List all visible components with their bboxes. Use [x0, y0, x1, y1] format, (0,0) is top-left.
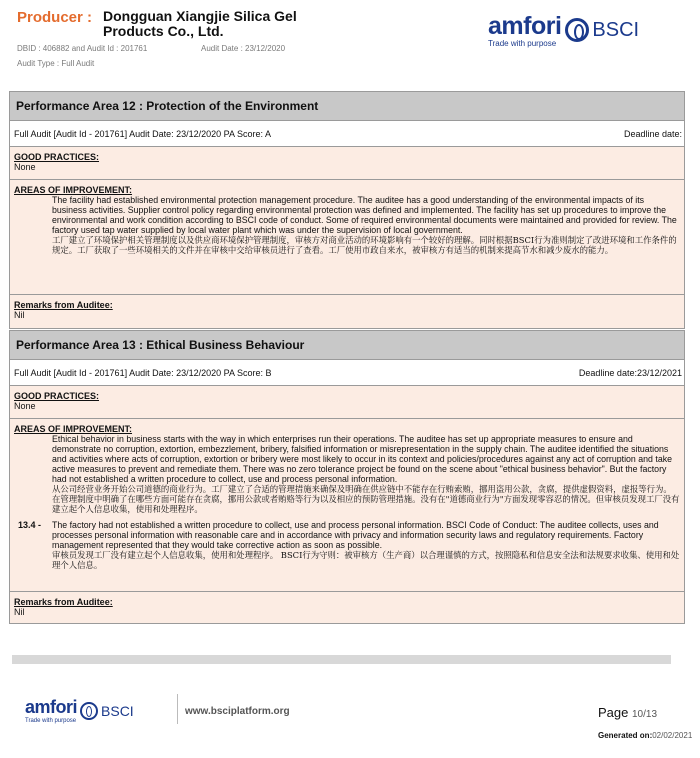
improvement-text-en: Ethical behavior in business starts with the way in which enterprises run their operations. The auditee has set up appropriate measures to ensure and demonstrate no corruption, extortion, embezzlement, bribery, falsified information or misrepresentation in the supply chain. The auditee identified the situations and activities where acts of corruption, extortion or bribery were most likely to occur in its context and policies/procedures against any act of corruption and take active measures to prevent and remediate them. There was no zero tolerance project be found on the scene about "ethical business behavior". But the factory had not established a written procedure to collect, use and process personal information.	[52, 434, 673, 484]
deadline-date: Deadline date:23/12/2021	[578, 368, 682, 378]
performance-area-12	[9, 91, 685, 329]
producer-name: Dongguan Xiangjie Silica Gel Products Co., Ltd.	[103, 8, 297, 39]
remarks-section	[10, 295, 684, 328]
page-value: 10/13	[632, 709, 658, 720]
page-number	[598, 705, 657, 720]
good-practices-section	[10, 147, 684, 180]
footer-logo-bsci: BSCI	[101, 702, 134, 719]
amfori-mark-icon	[80, 702, 98, 720]
remarks-text: Nil	[14, 310, 25, 320]
improvement-heading: AREAS OF IMPROVEMENT:	[14, 424, 133, 434]
audit-meta-row	[17, 44, 286, 53]
remarks-section	[10, 592, 684, 623]
producer-label: Producer :	[17, 9, 93, 26]
deadline-date: Deadline date:	[623, 129, 682, 139]
audit-date: Audit Date : 23/12/2020	[201, 44, 286, 53]
page-label: Page	[598, 705, 629, 720]
improvement-text-en: The facility had established environmental protection management procedure. The auditee has a good understanding of the environmental impacts of its business activities. Supplier control policy regarding environmental protection was defined and implemented. The facility has set up procedures to improve the environmental and work condition according to BSCI code of conduct. Some of required environmental documents were maintained and provided for review. The factory used tap water supplied by local water plant which was under the supervision of local government.	[52, 195, 677, 235]
generated-label: Generated on:	[598, 731, 653, 740]
generated-value: 02/02/2021	[652, 731, 693, 740]
footer-logo-tagline: Trade with purpose	[25, 718, 77, 724]
audit-line	[10, 121, 684, 147]
audit-line	[10, 360, 684, 386]
dbid-line: DBID : 406882 and Audit Id : 201761	[17, 44, 148, 53]
improvement-section	[10, 180, 684, 295]
audit-type: Audit Type : Full Audit	[17, 59, 95, 68]
good-practices-text: None	[14, 401, 36, 411]
good-practices-heading: GOOD PRACTICES:	[14, 391, 100, 401]
improvement-section	[10, 419, 684, 592]
generated-on	[598, 731, 692, 740]
audit-line-text: Full Audit [Audit Id - 201761] Audit Date: 23/12/2020 PA Score: A	[14, 129, 272, 139]
amfori-mark-icon	[565, 18, 589, 42]
improvement-text-cn: 从公司经营业务开始公司道德的商业行为。工厂建立了合适的管理措施来确保及明确在供应链中不能存在行贿索贿，挪用盗用公款，贪腐，提供虚假资料，虚报等行为。在管理制度中明确了在哪些方面可能存在贪腐，挪用公款或者贿赂等行为以及相应的预防管理措施。没有在"道德商业行为"方面发现零容忍的情况。但审核员发现工厂没有建立起个人信息收集，使用和处理程序。	[52, 484, 680, 514]
logo-tagline: Trade with purpose	[488, 39, 557, 48]
finding-item	[14, 520, 680, 570]
good-practices-text: None	[14, 162, 36, 172]
remarks-text: Nil	[14, 607, 25, 617]
improvement-text-cn: 工厂建立了环境保护相关管理制度以及供应商环境保护管理制度，审核方对商业活动的环境影响有一个较好的理解。同时根据BSCI行为准则制定了改进环境和工作条件的规定。工厂获取了一些环境相关的文件并在审核中交给审核员进行了查看。工厂使用市政自来水，被审核方有适当的机制来提高节水和减少废水的能力。	[52, 235, 677, 255]
finding-number: 13.4 -	[18, 520, 42, 530]
amfori-logo	[488, 12, 639, 48]
footer-amfori-logo	[25, 697, 134, 724]
remarks-heading: Remarks from Auditee:	[14, 300, 113, 310]
area-title: Performance Area 13 : Ethical Business Behaviour	[10, 331, 684, 360]
finding-text-en: The factory had not established a written procedure to collect, use and process personal information. BSCI Code of Conduct: The auditee collects, uses and processes personal information with reasonable care and in accordance with privacy and information security laws and regulatory requirements. Factory management represented that they would take corrective action as soon as possible.	[52, 520, 659, 550]
improvement-heading: AREAS OF IMPROVEMENT:	[14, 185, 133, 195]
remarks-heading: Remarks from Auditee:	[14, 597, 113, 607]
audit-line-text: Full Audit [Audit Id - 201761] Audit Date: 23/12/2020 PA Score: B	[14, 368, 272, 378]
good-practices-heading: GOOD PRACTICES:	[14, 152, 100, 162]
good-practices-section	[10, 386, 684, 419]
logo-wordmark: amfori	[488, 12, 562, 40]
footer-logo-wordmark: amfori	[25, 697, 78, 717]
footer-url[interactable]: www.bsciplatform.org	[185, 706, 290, 717]
finding-text-cn: 审核员发现工厂没有建立起个人信息收集，使用和处理程序。 BSCI行为守则：被审核方（生产商）以合理谨慎的方式，按照隐私和信息安全法和法规要求收集、使用和处理个人信息。	[52, 550, 680, 570]
footer-vertical-divider	[177, 694, 178, 724]
area-title: Performance Area 12 : Protection of the Environment	[10, 92, 684, 121]
performance-area-13	[9, 330, 685, 624]
logo-bsci: BSCI	[592, 18, 640, 41]
footer-divider-bar	[12, 655, 671, 664]
